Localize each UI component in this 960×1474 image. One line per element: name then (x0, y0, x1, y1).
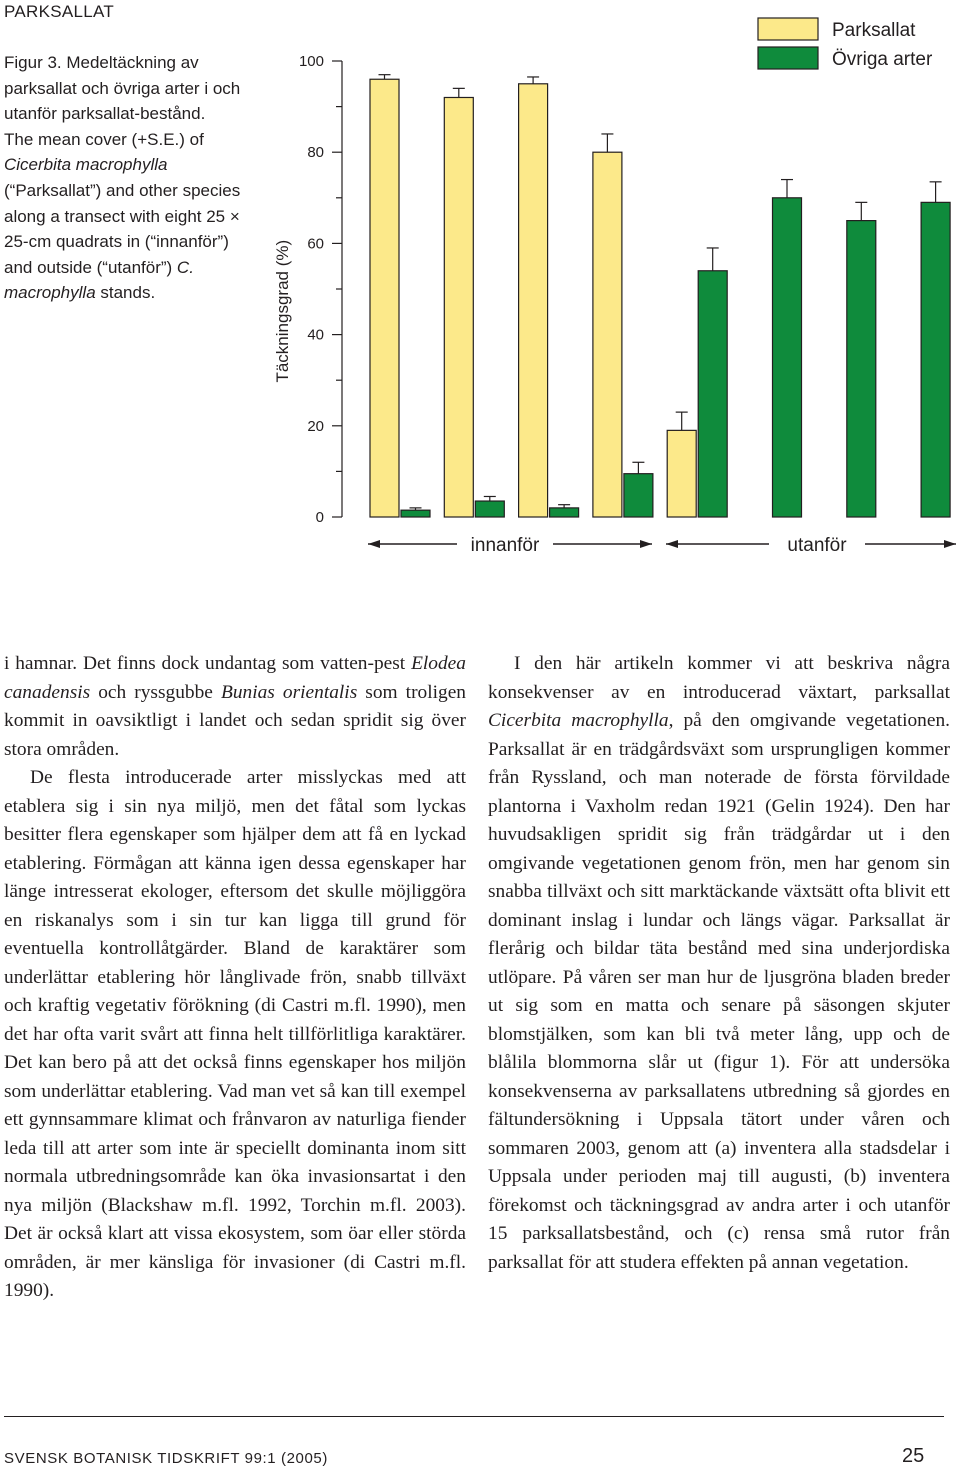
caption-english-1: The mean cover (+S.E.) of (4, 129, 204, 149)
species-name: Cicerbita macrophylla (488, 710, 669, 731)
y-axis-label: Täckningsgrad (%) (273, 239, 292, 383)
bar-ovriga-arter (773, 198, 802, 517)
text-run: och ryssgubbe (90, 681, 221, 703)
legend (758, 18, 933, 70)
bar-ovriga-arter (475, 501, 504, 517)
legend-swatch (758, 18, 818, 40)
text-run: , på den omgivande vegetationen. Parksallat är en trädgårdsväxt som ursprungligen kommer från Ryssland, och man noterade de första förvildade plantorna i Vaxholm redan 1921 (Gelin 1924). Den har huvudsakligen spridit sig från trädgårdar ut i den omgivande vegetationen genom frön, men har genom sin snabba tillväxt och sitt marktäckande växtsätt ofta blivit ett dominant inslag i lundar och längs vägar. Parksallat är flerårig och bildar täta bestånd med sina underjordiska utlöpare. På våren ser man hur de ljusgröna bladen breder ut sig som en matta och senare på säsongen skjuter blomstjälken, som kan bli två meter lång, upp och de blålila blommorna slår ut (figur 1). För att undersöka konsekvenserna av parksallatens utbredning så gjordes en fältundersökning i Uppsala tätort under våren och sommaren 2003, genom att (a) inventera alla stadsdelar i Uppsala under perioden maj till augusti, (b) inventera förekomst och täckningsgrad av andra arter i och utanför 15 parksallatsbestånd, och (c) rensa små rutor från parksallat för att studera effekten på annan vegetation. (488, 710, 951, 1273)
bar-parksallat (444, 97, 473, 517)
legend-swatch (758, 47, 818, 69)
region-label: utanför (787, 535, 847, 556)
y-tick-label: 20 (307, 417, 324, 435)
bar-ovriga-arter (624, 474, 653, 517)
bar-chart (262, 12, 960, 572)
y-tick-label: 80 (307, 144, 324, 162)
arrowhead-right (944, 540, 956, 548)
text-column-right (488, 650, 950, 1277)
bar-parksallat (593, 152, 622, 517)
bar-parksallat (667, 430, 696, 517)
y-tick-label: 60 (307, 235, 324, 253)
bar-ovriga-arter (401, 510, 430, 517)
caption-english-3: stands. (95, 283, 156, 303)
region-arrows (368, 535, 956, 556)
text-run: I den här artikeln kommer vi att beskriva några konsekvenser av en introducerad växtart, parksallat (488, 653, 950, 703)
page-number: 25 (902, 1445, 925, 1467)
footer-journal: SVENSK BOTANISK TIDSKRIFT 99:1 (2005) (4, 1450, 328, 1467)
bar-ovriga-arter (847, 221, 876, 517)
bars (370, 75, 950, 517)
y-tick-label: 100 (298, 53, 324, 70)
caption-swedish: Figur 3. Medeltäckning av parksallat och övriga arter i och utanför parksallat-bestånd. (4, 53, 241, 124)
arrowhead-right (640, 540, 652, 548)
footer-rule (4, 1416, 944, 1417)
y-axis (273, 53, 342, 526)
region-label: innanför (470, 535, 540, 556)
caption-english-2: (“Parksallat”) and other species along a transect with eight 25 × 25-cm quadrats in (“innanför”) and outside (“utanför”) (4, 180, 241, 277)
y-tick-label: 0 (315, 509, 324, 526)
paragraph (488, 650, 950, 1277)
running-header: PARKSALLAT (4, 2, 115, 21)
bar-ovriga-arter (698, 271, 727, 517)
arrowhead-left (368, 540, 380, 548)
legend-label: Parksallat (832, 20, 916, 41)
bar-ovriga-arter (550, 508, 579, 517)
bar-parksallat (519, 84, 548, 517)
text-run: De flesta introducerade arter misslyckas med att etablera sig i sin nya miljö, men det fåtal som lyckas besitter flera egenskaper som hjälper dem att få en lyckad etablering. Förmågan att känna igen dessa egenskaper har länge intresserat ekologer, eftersom det skulle möjliggöra en riskanalys som i sin tur kan ligga till grund för eventuella kontrollåtgärder. Bland de karaktärer som underlättar etablering hör långlivade frön, snabb tillväxt och kraftig vegetativ förökning (di Castri m.fl. 1990), men det har ofta varit svårt att finna helt tillförlitliga karaktärer. Det kan bero på att det också finns egenskaper hos miljön som underlättar etablering. Vad man vet så kan till exempel ett gynnsammare klimat och frånvaron av naturliga fiender leda till att arter som inte är speciellt dominanta inom sitt normala utbredningsområde kan öka invasionsartat i den nya miljön (Blackshaw m.fl. 1992, Torchin m.fl. 2003). Det är också klart att vissa ekosystem, som öar eller störda områden, är mer känsliga för invasioner (di Castri m.fl. 1990). (4, 767, 466, 1301)
paragraph (4, 764, 466, 1306)
caption-species-2: C. macrophylla (4, 257, 194, 303)
caption-species: Cicerbita macrophylla (4, 155, 168, 175)
species-name: Elodea canadensis (4, 653, 466, 703)
bar-parksallat (370, 79, 399, 517)
species-name: Bunias orientalis (220, 681, 358, 703)
figure-caption (4, 50, 254, 306)
y-tick-label: 40 (307, 326, 324, 344)
legend-label: Övriga arter (832, 49, 933, 70)
text-run: som troligen kommit in oavsiktligt i landet och sedan spridit sig över stora områden. (4, 681, 466, 760)
text-run: i hamnar. Det finns dock undantag som vatten-pest (4, 653, 412, 674)
text-column-left (4, 650, 466, 1306)
paragraph (4, 650, 466, 764)
arrowhead-left (666, 540, 678, 548)
bar-ovriga-arter (921, 202, 950, 517)
